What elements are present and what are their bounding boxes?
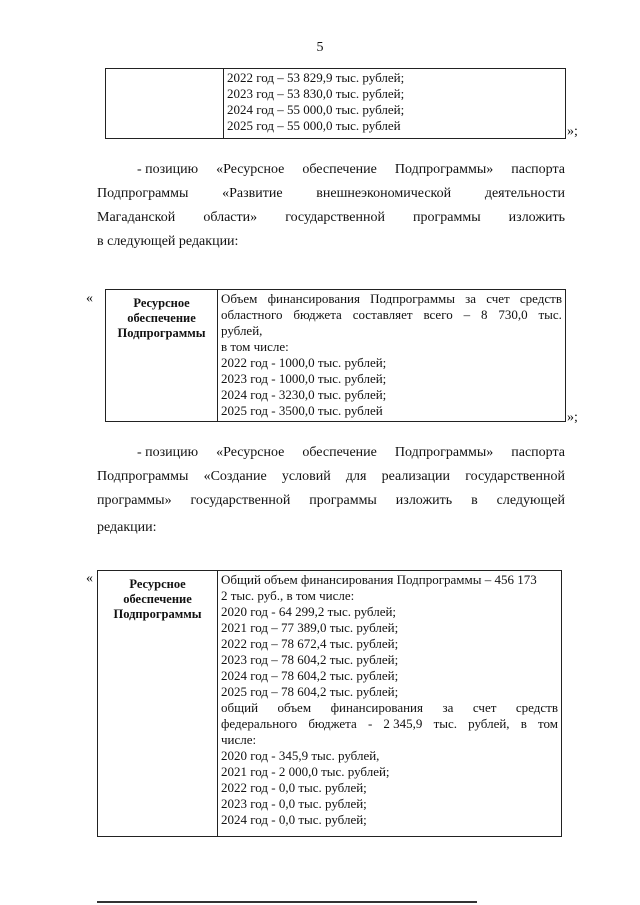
label-line: Ресурсное: [129, 577, 186, 591]
word: бюджета: [293, 307, 342, 322]
word: «Ресурсное: [216, 162, 285, 177]
funding-line: 2024 год – 55 000,0 тыс. рублей;: [227, 102, 405, 117]
word: объем: [277, 700, 312, 715]
funding-line: 2024 год – 78 604,2 тыс. рублей;: [221, 668, 399, 683]
table3-justified-line-1: [221, 700, 558, 716]
funding-line: в том числе:: [221, 339, 289, 354]
word: изложить: [395, 493, 453, 508]
table3-justified-line-2: [221, 716, 558, 732]
funding-line: 2023 год – 53 830,0 тыс. рублей;: [227, 86, 405, 101]
word: государственной: [190, 493, 291, 508]
funding-line: 2022 год - 0,0 тыс. рублей;: [221, 780, 367, 795]
funding-table-2: [105, 289, 566, 422]
funding-line: 2021 год - 2 000,0 тыс. рублей;: [221, 764, 390, 779]
word: Подпрограммы»: [394, 445, 494, 460]
funding-table-3: [97, 570, 562, 837]
word: области»: [203, 210, 258, 225]
word: - позицию: [137, 162, 199, 177]
open-quote-3: «: [86, 571, 93, 586]
funding-table-1: [105, 68, 566, 139]
table3-label-cell: [98, 571, 218, 837]
word: обеспечение: [302, 445, 377, 460]
word: за: [442, 700, 454, 715]
word: деятельности: [484, 186, 565, 201]
para1-line-3: [97, 206, 565, 230]
funding-line: 2023 год - 1000,0 тыс. рублей;: [221, 371, 387, 386]
instruction-paragraph-1: [97, 158, 565, 254]
funding-line: 2021 год – 77 389,0 тыс. рублей;: [221, 620, 399, 635]
word: средств: [519, 291, 562, 306]
word: общий: [221, 700, 259, 715]
word: 2 345,9: [383, 716, 423, 731]
para2-line-4: редакции:: [97, 520, 157, 535]
page-number: 5: [316, 40, 324, 55]
para2-line-2: [97, 465, 565, 489]
funding-line: 2024 год - 0,0 тыс. рублей;: [221, 812, 367, 827]
table3-value-cell: [218, 571, 562, 837]
open-quote-2: «: [86, 291, 93, 306]
label-line: Подпрограммы: [113, 607, 202, 621]
table1-label-cell: [106, 69, 224, 139]
word: за: [465, 291, 477, 306]
funding-line: 2024 год - 3230,0 тыс. рублей;: [221, 387, 387, 402]
word: 730,0: [498, 307, 528, 322]
word: том: [537, 716, 558, 731]
word: Подпрограммы: [97, 186, 189, 201]
word: федерального: [221, 716, 298, 731]
word: «Создание: [203, 469, 267, 484]
close-quote-2: »;: [567, 410, 578, 425]
word: –: [463, 307, 471, 322]
word: «Ресурсное: [216, 445, 285, 460]
funding-line: 2025 год - 3500,0 тыс. рублей: [221, 403, 383, 418]
table2-justified-line-1: [221, 291, 562, 307]
funding-line: числе:: [221, 732, 257, 747]
word: счет: [472, 700, 497, 715]
close-quote-1: »;: [567, 124, 578, 139]
funding-line: 2 тыс. руб., в том числе:: [221, 588, 355, 603]
word: изложить: [508, 210, 565, 225]
word: внешнеэкономической: [316, 186, 452, 201]
word: программы: [413, 210, 481, 225]
word: Подпрограммы: [370, 291, 456, 306]
word: средств: [515, 700, 558, 715]
word: паспорта: [511, 162, 565, 177]
word: тыс.: [433, 716, 457, 731]
funding-line: 2023 год – 78 604,2 тыс. рублей;: [221, 652, 399, 667]
word: паспорта: [511, 445, 565, 460]
word: Объем: [221, 291, 258, 306]
label-line: Ресурсное: [133, 296, 190, 310]
word: государственной: [285, 210, 385, 225]
word: программы: [309, 493, 377, 508]
funding-line: 2020 год - 345,9 тыс. рублей,: [221, 748, 380, 763]
word: «Развитие: [222, 186, 283, 201]
label-line: обеспечение: [123, 592, 192, 606]
table1-value-cell: [224, 69, 566, 139]
word: Подпрограммы: [97, 469, 189, 484]
word: обеспечение: [302, 162, 377, 177]
funding-line: рублей,: [221, 323, 263, 338]
table2-label-cell: [106, 290, 218, 422]
word: бюджета: [308, 716, 357, 731]
funding-line: 2025 год – 55 000,0 тыс. рублей: [227, 118, 401, 133]
para2-line-1: [97, 441, 565, 465]
word: в: [520, 716, 527, 731]
para2-line-3: [97, 489, 565, 513]
word: государственной: [465, 469, 565, 484]
word: реализации: [381, 469, 451, 484]
word: счет: [486, 291, 510, 306]
word: финансирования: [330, 700, 423, 715]
table2-justified-line-2: [221, 307, 562, 323]
funding-line: 2022 год – 78 672,4 тыс. рублей;: [221, 636, 399, 651]
word: тыс.: [538, 307, 562, 322]
para1-line-1: [97, 158, 565, 182]
word: для: [345, 469, 367, 484]
funding-line: 2020 год - 64 299,2 тыс. рублей;: [221, 604, 397, 619]
para1-line-2: [97, 182, 565, 206]
word: Магаданской: [97, 210, 176, 225]
label-line: обеспечение: [127, 311, 196, 325]
footer-rule: [97, 901, 477, 903]
para1-line-4: в следующей редакции:: [97, 234, 239, 249]
label-line: Подпрограммы: [117, 326, 206, 340]
word: в: [471, 493, 478, 508]
funding-line: 2022 год - 1000,0 тыс. рублей;: [221, 355, 387, 370]
word: финансирования: [267, 291, 360, 306]
funding-line: 2023 год - 0,0 тыс. рублей;: [221, 796, 367, 811]
word: рублей,: [468, 716, 510, 731]
word: программы»: [97, 493, 172, 508]
funding-line: 2022 год – 53 829,9 тыс. рублей;: [227, 70, 405, 85]
instruction-paragraph-2: [97, 441, 565, 540]
word: следующей: [496, 493, 565, 508]
word: всего: [423, 307, 453, 322]
funding-line: 2025 год – 78 604,2 тыс. рублей;: [221, 684, 399, 699]
word: -: [367, 716, 373, 731]
word: условий: [281, 469, 331, 484]
word: областного: [221, 307, 283, 322]
table2-value-cell: [218, 290, 566, 422]
funding-line: Общий объем финансирования Подпрограммы – 456 173: [221, 572, 537, 587]
word: Подпрограммы»: [394, 162, 494, 177]
word: - позицию: [137, 445, 199, 460]
word: 8: [480, 307, 488, 322]
word: составляет: [352, 307, 413, 322]
